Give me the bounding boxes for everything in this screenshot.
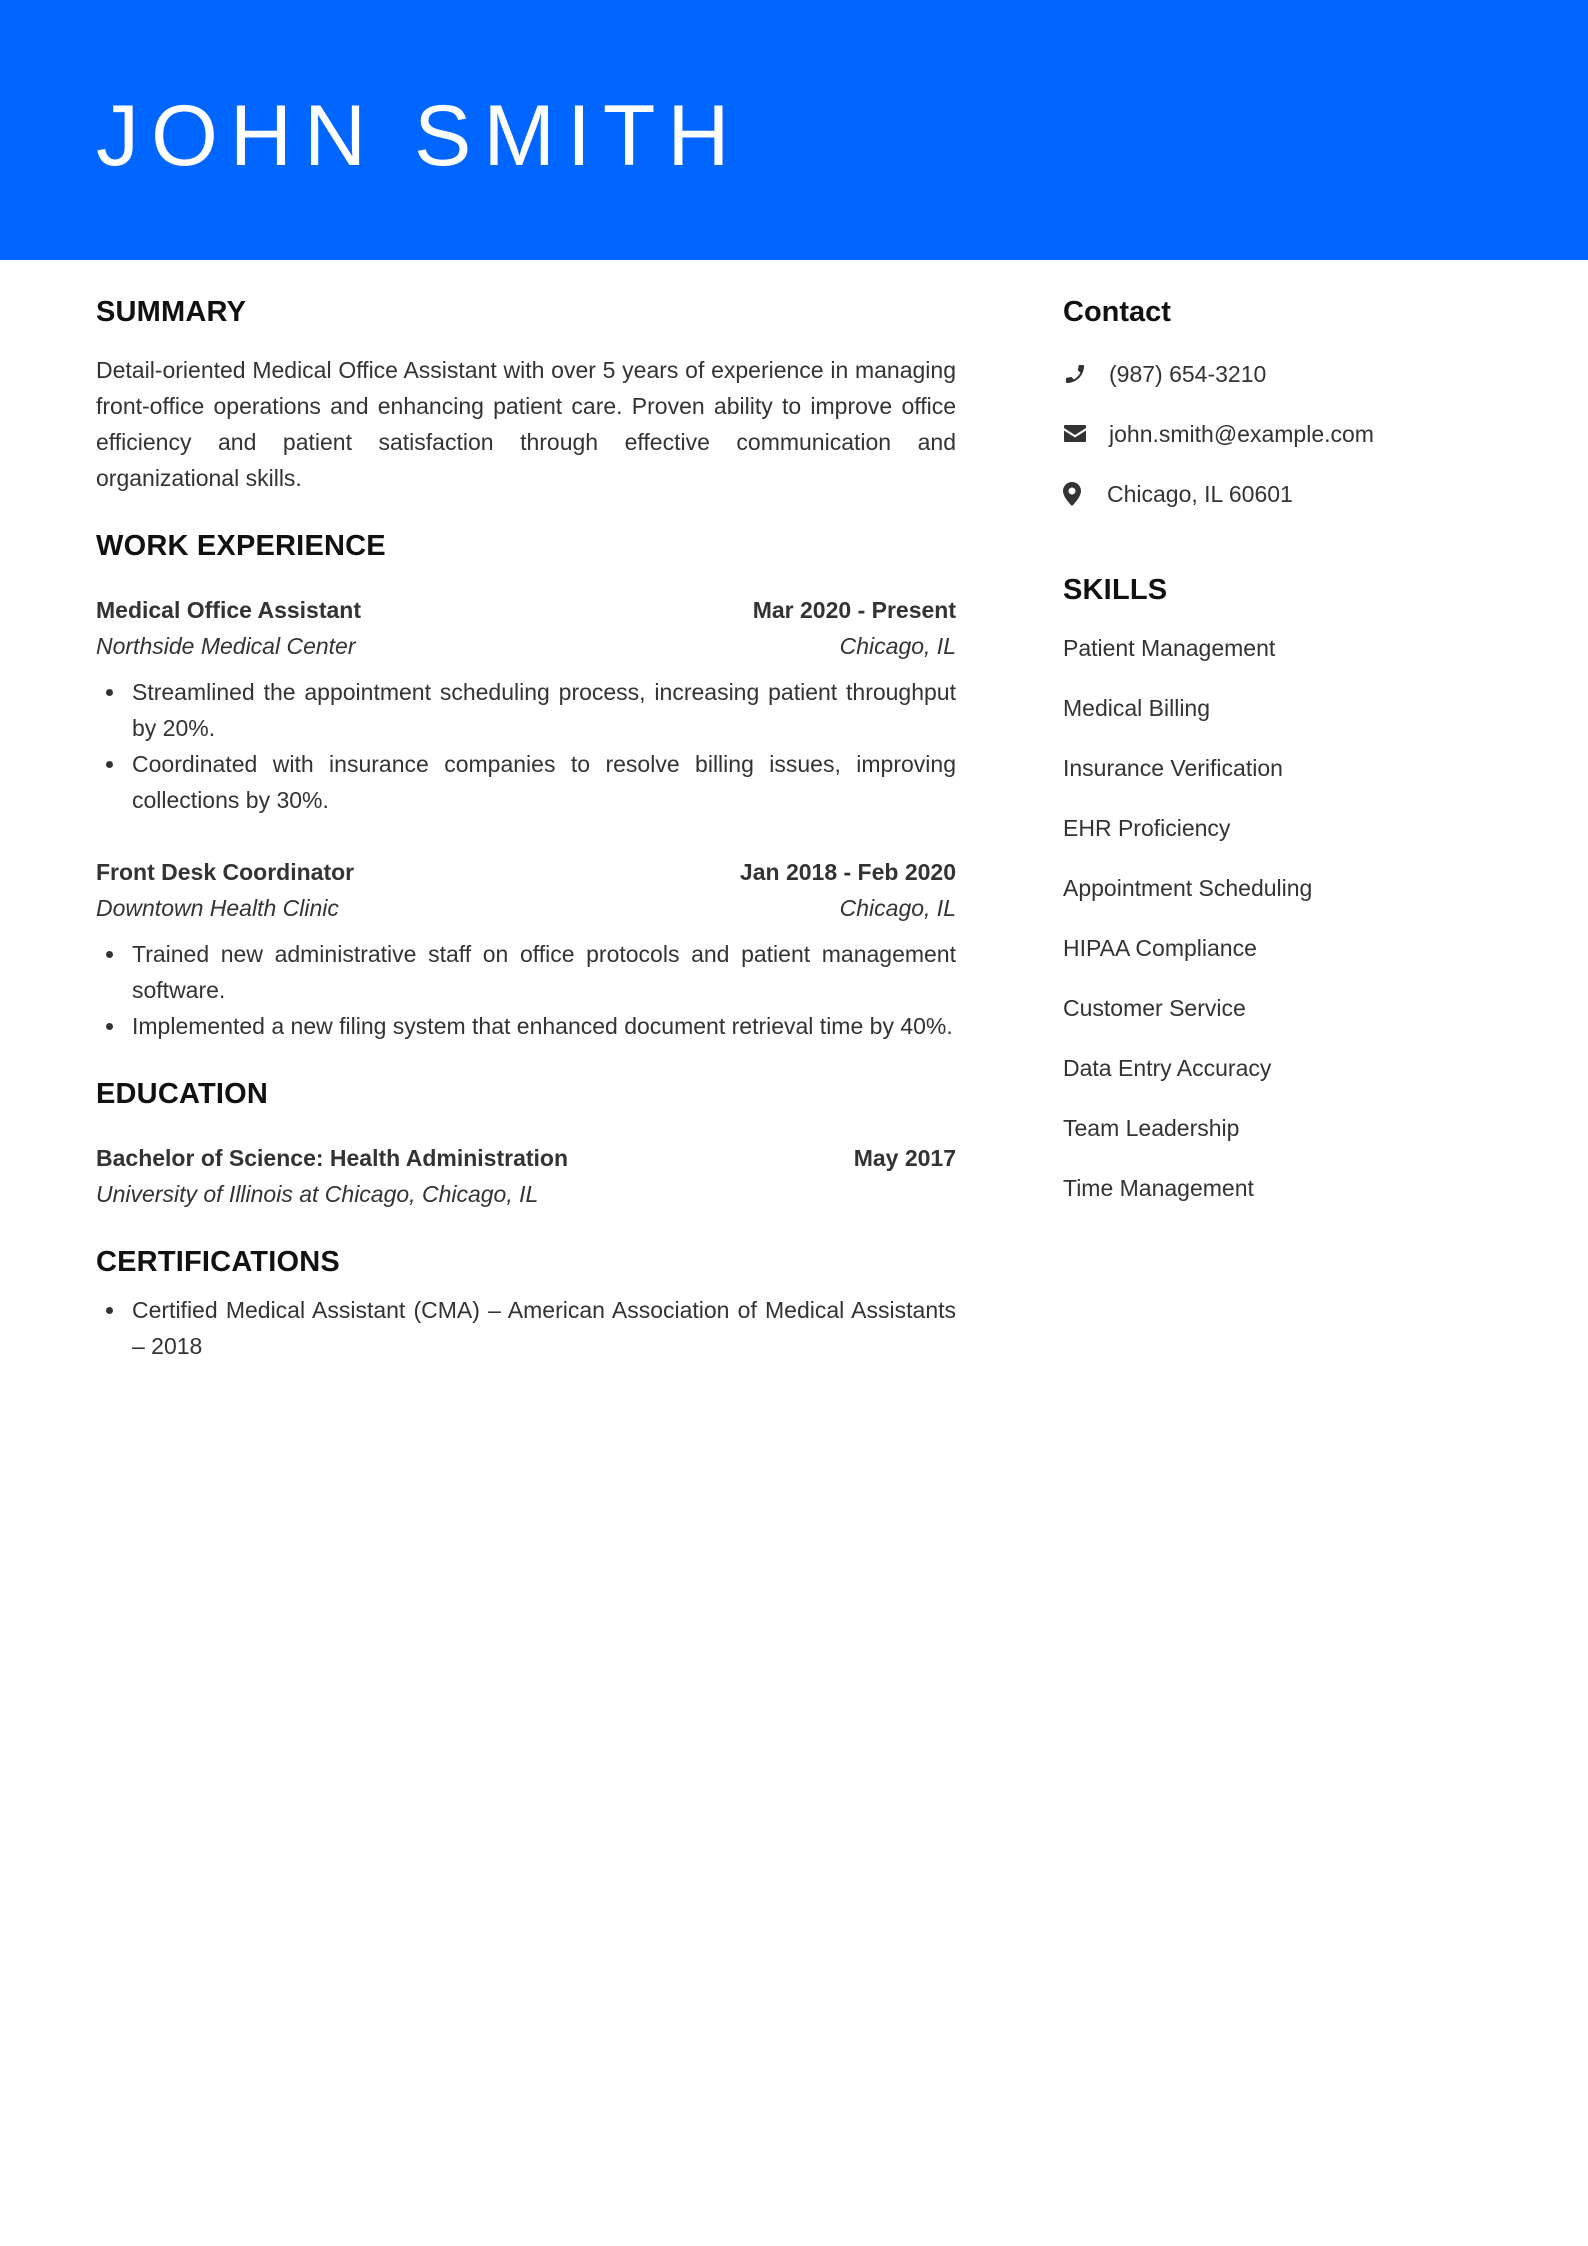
contact-phone: [1063, 356, 1503, 392]
phone-icon: [1063, 361, 1089, 387]
job-location: Chicago, IL: [839, 895, 956, 921]
certifications-list: [96, 1292, 956, 1364]
skills-heading: SKILLS: [1063, 574, 1168, 606]
contact-location: [1063, 476, 1503, 512]
skill-item: Insurance Verification: [1063, 755, 1283, 781]
contact-phone-text: (987) 654-3210: [1109, 360, 1267, 387]
experience-heading: WORK EXPERIENCE: [96, 530, 386, 562]
summary-heading: SUMMARY: [96, 296, 247, 328]
job-location: Chicago, IL: [839, 633, 956, 659]
job-role: Front Desk Coordinator: [96, 859, 355, 885]
skill-item: Time Management: [1063, 1175, 1254, 1201]
job-dates: Mar 2020 - Present: [752, 597, 956, 623]
job-dates: Jan 2018 - Feb 2020: [739, 859, 956, 885]
skill-item: Team Leadership: [1063, 1115, 1240, 1141]
envelope-icon: [1063, 421, 1089, 447]
skill-item: EHR Proficiency: [1063, 815, 1231, 841]
job-bullets: [96, 936, 956, 1044]
education-date: May 2017: [853, 1145, 956, 1171]
job-entry: [96, 592, 956, 818]
main-column: [96, 292, 956, 1364]
education-degree: Bachelor of Science: Health Administration: [96, 1145, 569, 1171]
job-company: Northside Medical Center: [96, 633, 356, 659]
skills-list: [1063, 630, 1503, 1206]
skill-item: HIPAA Compliance: [1063, 935, 1257, 961]
skill-item: Patient Management: [1063, 635, 1276, 661]
contact-email: [1063, 416, 1503, 452]
education-section: [96, 1074, 956, 1212]
certification-item: Certified Medical Assistant (CMA) – American Association of Medical Assistants – 2018: [132, 1292, 956, 1364]
map-marker-icon: [1063, 481, 1089, 507]
job-bullet: Implemented a new filing system that enhanced document retrieval time by 40%.: [132, 1008, 956, 1044]
sidebar-column: [1063, 292, 1503, 1230]
skill-item: Customer Service: [1063, 995, 1246, 1021]
contact-heading: Contact: [1063, 296, 1171, 328]
job-bullet: Coordinated with insurance companies to resolve billing issues, improving collections by 30%.: [132, 746, 956, 818]
skill-item: Data Entry Accuracy: [1063, 1055, 1272, 1081]
education-heading: EDUCATION: [96, 1078, 269, 1110]
job-bullets: [96, 674, 956, 818]
summary-section: [96, 292, 956, 496]
skills-section: [1063, 570, 1503, 1206]
job-company: Downtown Health Clinic: [96, 895, 339, 921]
contact-location-text: Chicago, IL 60601: [1107, 480, 1293, 507]
contact-email-text: john.smith@example.com: [1109, 420, 1374, 447]
skill-item: Medical Billing: [1063, 695, 1211, 721]
job-role: Medical Office Assistant: [96, 597, 362, 623]
certifications-section: [96, 1242, 956, 1364]
candidate-name: JOHN SMITH: [96, 88, 742, 184]
job-bullet: Trained new administrative staff on office protocols and patient management software.: [132, 936, 956, 1008]
certifications-heading: CERTIFICATIONS: [96, 1246, 340, 1278]
skill-item: Appointment Scheduling: [1063, 875, 1313, 901]
summary-text: Detail-oriented Medical Office Assistant with over 5 years of experience in managing front-office operations and enhancing patient care. Proven ability to improve office efficiency and patient satisfaction through effective communication and organizational skills.: [96, 357, 956, 491]
header-banner: [0, 0, 1588, 260]
job-bullet: Streamlined the appointment scheduling process, increasing patient throughput by 20%.: [132, 674, 956, 746]
experience-section: [96, 526, 956, 1044]
contact-section: [1063, 292, 1503, 512]
job-entry: [96, 854, 956, 1044]
education-school: University of Illinois at Chicago, Chicago, IL: [96, 1181, 539, 1207]
